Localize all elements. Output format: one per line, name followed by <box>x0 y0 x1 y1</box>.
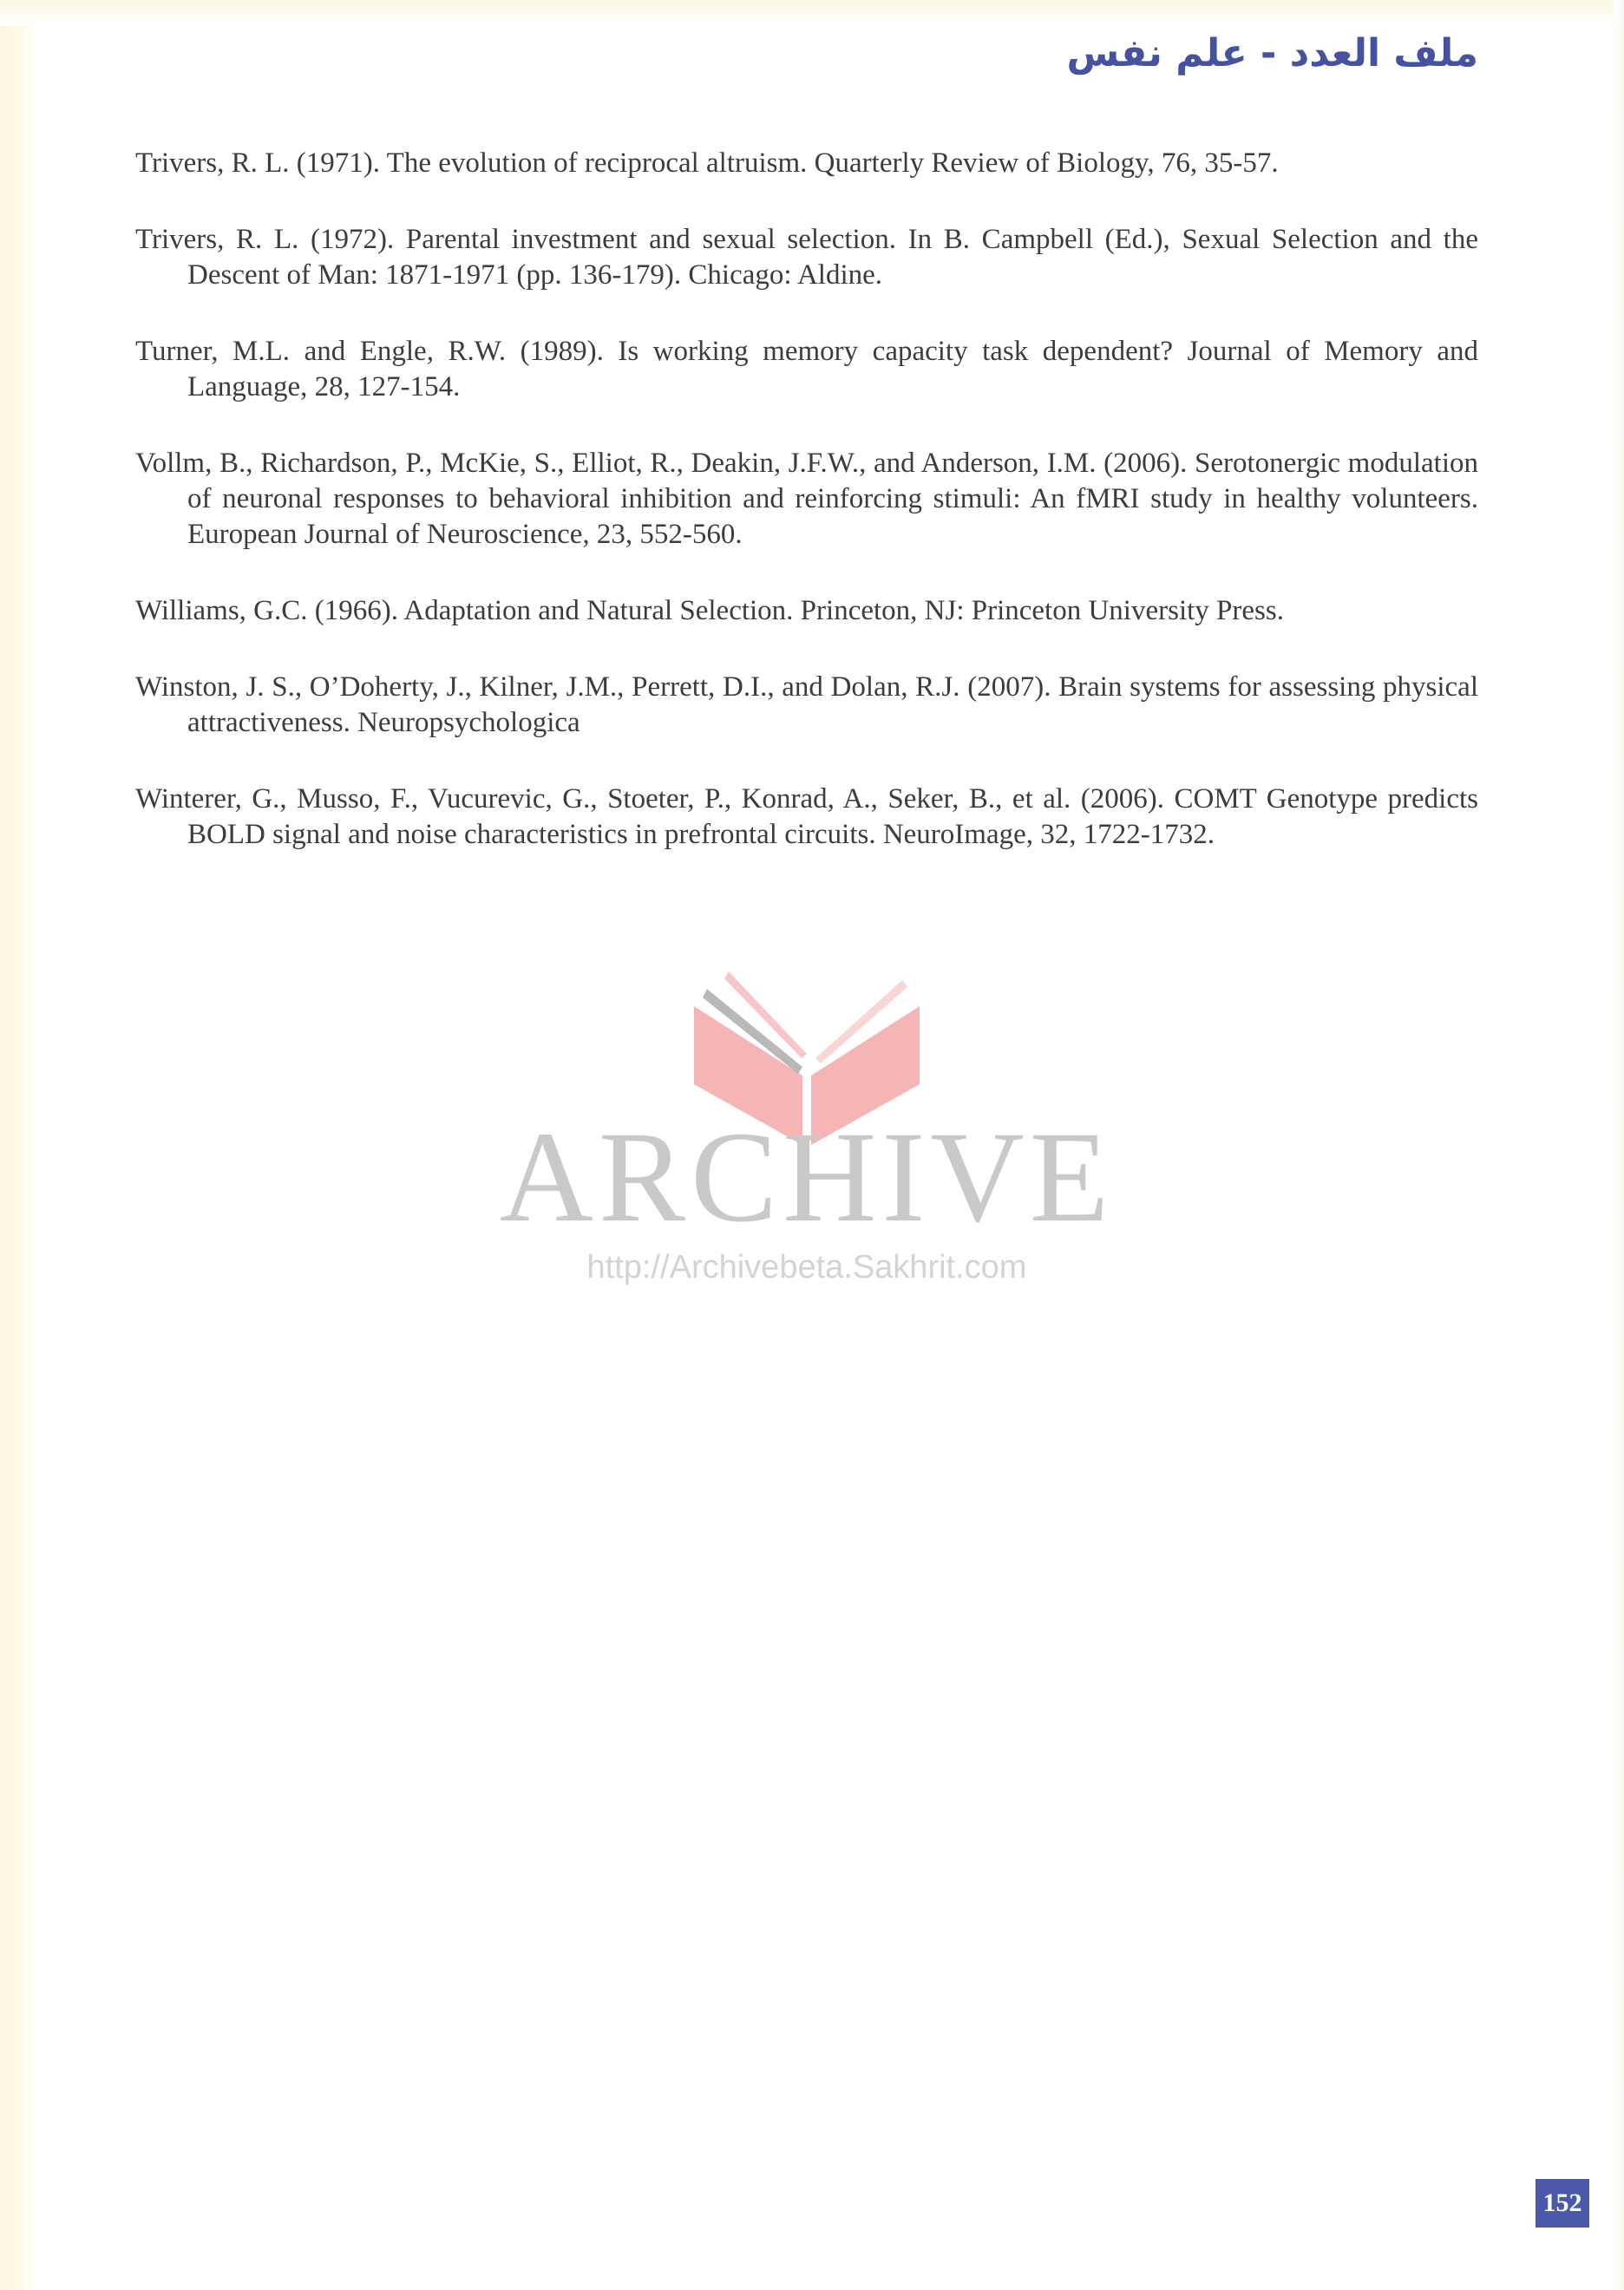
page-right-edge <box>1614 0 1624 2290</box>
watermark-logo-text: ARCHIVE <box>499 1105 1115 1249</box>
page-left-margin-tint <box>0 0 35 2290</box>
section-header-title: ملف العدد - علم نفس <box>1066 31 1478 75</box>
reference-entry: Winston, J. S., O’Doherty, J., Kilner, J.M., Perrett, D.I., and Dolan, R.J. (2007). Brain systems for assessing physical attractiveness. Neuropsychologica <box>135 671 1478 738</box>
reference-entry: Winterer, G., Musso, F., Vucurevic, G., Stoeter, P., Konrad, A., Seker, B., et al. (2006). COMT Genotype predicts BOLD signal and noise characteristics in prefrontal circuits. NeuroImage, 32, 1722-1732. <box>135 783 1478 850</box>
reference-entry: Williams, G.C. (1966). Adaptation and Natural Selection. Princeton, NJ: Princeton University Press. <box>135 595 1284 626</box>
page-number-badge: 152 <box>1536 2179 1589 2228</box>
reference-list <box>135 146 1478 893</box>
reference-entry: Vollm, B., Richardson, P., McKie, S., Elliot, R., Deakin, J.F.W., and Anderson, I.M. (2006). Serotonergic modulation of neuronal responses to behavioral inhibition and reinforcing stimuli: An fMRI study in healthy volunteers. European Journal of Neuroscience, 23, 552-560. <box>135 448 1478 550</box>
reference-entry: Trivers, R. L. (1972). Parental investment and sexual selection. In B. Campbell (Ed.), Sexual Selection and the Descent of Man: 1871-1971 (pp. 136-179). Chicago: Aldine. <box>135 224 1478 291</box>
reference-entry: Trivers, R. L. (1971). The evolution of reciprocal altruism. Quarterly Review of Biology, 76, 35-57. <box>135 147 1279 179</box>
archive-watermark <box>486 972 1128 1301</box>
page-top-margin-tint <box>0 0 1624 26</box>
reference-entry: Turner, M.L. and Engle, R.W. (1989). Is working memory capacity task dependent? Journal of Memory and Language, 28, 127-154. <box>135 336 1478 402</box>
watermark-url: http://Archivebeta.Sakhrit.com <box>586 1249 1027 1286</box>
